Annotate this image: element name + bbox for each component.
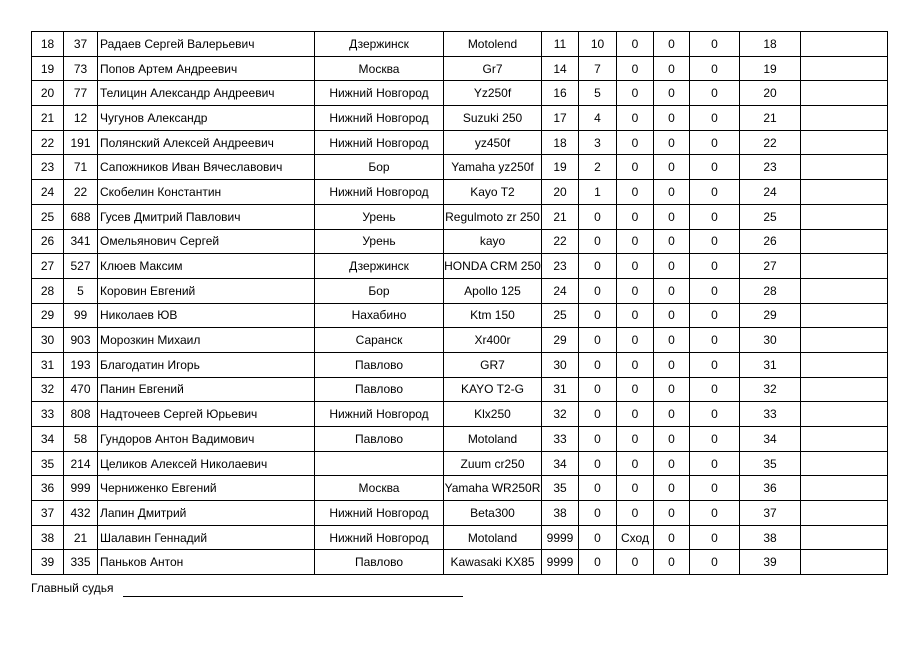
- notes-cell: [801, 56, 888, 81]
- penalty-cell: 0: [654, 377, 690, 402]
- points-cell: 29: [542, 328, 579, 353]
- extra-cell: 0: [690, 427, 740, 452]
- number-cell: 527: [64, 254, 98, 279]
- points-cell: 33: [542, 427, 579, 452]
- laps-cell: 0: [579, 377, 617, 402]
- notes-cell: [801, 303, 888, 328]
- final-place-cell: 22: [740, 130, 801, 155]
- extra-cell: 0: [690, 130, 740, 155]
- number-cell: 335: [64, 550, 98, 575]
- table-row: [32, 377, 888, 402]
- extra-cell: 0: [690, 377, 740, 402]
- motorcycle-cell: Yz250f: [444, 81, 542, 106]
- motorcycle-cell: Kawasaki KX85: [444, 550, 542, 575]
- points-cell: 24: [542, 278, 579, 303]
- laps-cell: 0: [579, 476, 617, 501]
- number-cell: 37: [64, 32, 98, 57]
- city-cell: Урень: [315, 204, 444, 229]
- table-row: [32, 550, 888, 575]
- number-cell: 71: [64, 155, 98, 180]
- laps-cell: 0: [579, 352, 617, 377]
- motorcycle-cell: Zuum cr250: [444, 451, 542, 476]
- notes-cell: [801, 254, 888, 279]
- motorcycle-cell: Yamaha WR250R: [444, 476, 542, 501]
- status-cell: 0: [617, 106, 654, 131]
- notes-cell: [801, 81, 888, 106]
- city-cell: Нахабино: [315, 303, 444, 328]
- place-cell: 19: [32, 56, 64, 81]
- city-cell: Нижний Новгород: [315, 130, 444, 155]
- points-cell: 9999: [542, 550, 579, 575]
- number-cell: 341: [64, 229, 98, 254]
- points-cell: 14: [542, 56, 579, 81]
- laps-cell: 5: [579, 81, 617, 106]
- status-cell: 0: [617, 328, 654, 353]
- final-place-cell: 27: [740, 254, 801, 279]
- status-cell: 0: [617, 155, 654, 180]
- rider-name-cell: Телицин Александр Андреевич: [98, 81, 315, 106]
- laps-cell: 0: [579, 303, 617, 328]
- motorcycle-cell: kayo: [444, 229, 542, 254]
- final-place-cell: 34: [740, 427, 801, 452]
- place-cell: 38: [32, 525, 64, 550]
- motorcycle-cell: Regulmoto zr 250: [444, 204, 542, 229]
- city-cell: Бор: [315, 278, 444, 303]
- final-place-cell: 35: [740, 451, 801, 476]
- penalty-cell: 0: [654, 56, 690, 81]
- status-cell: 0: [617, 229, 654, 254]
- motorcycle-cell: yz450f: [444, 130, 542, 155]
- notes-cell: [801, 550, 888, 575]
- extra-cell: 0: [690, 328, 740, 353]
- final-place-cell: 30: [740, 328, 801, 353]
- final-place-cell: 26: [740, 229, 801, 254]
- penalty-cell: 0: [654, 451, 690, 476]
- status-cell: Сход: [617, 525, 654, 550]
- points-cell: 17: [542, 106, 579, 131]
- table-row: [32, 501, 888, 526]
- place-cell: 35: [32, 451, 64, 476]
- table-row: [32, 130, 888, 155]
- penalty-cell: 0: [654, 32, 690, 57]
- place-cell: 37: [32, 501, 64, 526]
- motorcycle-cell: Xr400r: [444, 328, 542, 353]
- final-place-cell: 31: [740, 352, 801, 377]
- status-cell: 0: [617, 451, 654, 476]
- extra-cell: 0: [690, 550, 740, 575]
- laps-cell: 0: [579, 501, 617, 526]
- table-row: [32, 328, 888, 353]
- rider-name-cell: Омельянович Сергей: [98, 229, 315, 254]
- city-cell: Дзержинск: [315, 32, 444, 57]
- motorcycle-cell: Ktm 150: [444, 303, 542, 328]
- extra-cell: 0: [690, 229, 740, 254]
- final-place-cell: 23: [740, 155, 801, 180]
- final-place-cell: 20: [740, 81, 801, 106]
- extra-cell: 0: [690, 278, 740, 303]
- city-cell: Москва: [315, 476, 444, 501]
- place-cell: 28: [32, 278, 64, 303]
- final-place-cell: 33: [740, 402, 801, 427]
- points-cell: 9999: [542, 525, 579, 550]
- penalty-cell: 0: [654, 180, 690, 205]
- place-cell: 27: [32, 254, 64, 279]
- place-cell: 30: [32, 328, 64, 353]
- laps-cell: 0: [579, 427, 617, 452]
- place-cell: 26: [32, 229, 64, 254]
- final-place-cell: 21: [740, 106, 801, 131]
- notes-cell: [801, 476, 888, 501]
- final-place-cell: 36: [740, 476, 801, 501]
- extra-cell: 0: [690, 32, 740, 57]
- city-cell: Павлово: [315, 550, 444, 575]
- number-cell: 214: [64, 451, 98, 476]
- place-cell: 21: [32, 106, 64, 131]
- points-cell: 20: [542, 180, 579, 205]
- extra-cell: 0: [690, 451, 740, 476]
- results-table: [31, 31, 888, 575]
- city-cell: Нижний Новгород: [315, 525, 444, 550]
- table-row: [32, 81, 888, 106]
- number-cell: 21: [64, 525, 98, 550]
- penalty-cell: 0: [654, 501, 690, 526]
- place-cell: 33: [32, 402, 64, 427]
- laps-cell: 3: [579, 130, 617, 155]
- number-cell: 5: [64, 278, 98, 303]
- notes-cell: [801, 204, 888, 229]
- status-cell: 0: [617, 427, 654, 452]
- extra-cell: 0: [690, 106, 740, 131]
- motorcycle-cell: Yamaha yz250f: [444, 155, 542, 180]
- table-row: [32, 180, 888, 205]
- penalty-cell: 0: [654, 204, 690, 229]
- laps-cell: 0: [579, 204, 617, 229]
- number-cell: 903: [64, 328, 98, 353]
- motorcycle-cell: Motolend: [444, 32, 542, 57]
- final-place-cell: 28: [740, 278, 801, 303]
- city-cell: Павлово: [315, 352, 444, 377]
- place-cell: 24: [32, 180, 64, 205]
- status-cell: 0: [617, 501, 654, 526]
- penalty-cell: 0: [654, 303, 690, 328]
- notes-cell: [801, 377, 888, 402]
- points-cell: 16: [542, 81, 579, 106]
- place-cell: 18: [32, 32, 64, 57]
- penalty-cell: 0: [654, 278, 690, 303]
- rider-name-cell: Морозкин Михаил: [98, 328, 315, 353]
- penalty-cell: 0: [654, 427, 690, 452]
- table-row: [32, 451, 888, 476]
- motorcycle-cell: Suzuki 250: [444, 106, 542, 131]
- status-cell: 0: [617, 32, 654, 57]
- notes-cell: [801, 278, 888, 303]
- points-cell: 30: [542, 352, 579, 377]
- notes-cell: [801, 106, 888, 131]
- rider-name-cell: Клюев Максим: [98, 254, 315, 279]
- number-cell: 12: [64, 106, 98, 131]
- motorcycle-cell: KAYO T2-G: [444, 377, 542, 402]
- rider-name-cell: Радаев Сергей Валерьевич: [98, 32, 315, 57]
- laps-cell: 0: [579, 278, 617, 303]
- status-cell: 0: [617, 377, 654, 402]
- penalty-cell: 0: [654, 550, 690, 575]
- status-cell: 0: [617, 254, 654, 279]
- rider-name-cell: Гусев Дмитрий Павлович: [98, 204, 315, 229]
- number-cell: 999: [64, 476, 98, 501]
- place-cell: 20: [32, 81, 64, 106]
- final-place-cell: 25: [740, 204, 801, 229]
- motorcycle-cell: Gr7: [444, 56, 542, 81]
- points-cell: 31: [542, 377, 579, 402]
- table-row: [32, 402, 888, 427]
- city-cell: Бор: [315, 155, 444, 180]
- table-row: [32, 32, 888, 57]
- rider-name-cell: Гундоров Антон Вадимович: [98, 427, 315, 452]
- table-row: [32, 106, 888, 131]
- status-cell: 0: [617, 476, 654, 501]
- city-cell: Урень: [315, 229, 444, 254]
- place-cell: 23: [32, 155, 64, 180]
- notes-cell: [801, 451, 888, 476]
- table-row: [32, 427, 888, 452]
- notes-cell: [801, 130, 888, 155]
- extra-cell: 0: [690, 476, 740, 501]
- notes-cell: [801, 427, 888, 452]
- place-cell: 36: [32, 476, 64, 501]
- notes-cell: [801, 32, 888, 57]
- final-place-cell: 37: [740, 501, 801, 526]
- table-row: [32, 303, 888, 328]
- number-cell: 73: [64, 56, 98, 81]
- points-cell: 23: [542, 254, 579, 279]
- penalty-cell: 0: [654, 130, 690, 155]
- notes-cell: [801, 402, 888, 427]
- rider-name-cell: Благодатин Игорь: [98, 352, 315, 377]
- motorcycle-cell: Motoland: [444, 427, 542, 452]
- place-cell: 32: [32, 377, 64, 402]
- final-place-cell: 19: [740, 56, 801, 81]
- points-cell: 22: [542, 229, 579, 254]
- points-cell: 38: [542, 501, 579, 526]
- points-cell: 32: [542, 402, 579, 427]
- rider-name-cell: Лапин Дмитрий: [98, 501, 315, 526]
- number-cell: 191: [64, 130, 98, 155]
- place-cell: 34: [32, 427, 64, 452]
- rider-name-cell: Коровин Евгений: [98, 278, 315, 303]
- motorcycle-cell: Kayo T2: [444, 180, 542, 205]
- extra-cell: 0: [690, 352, 740, 377]
- extra-cell: 0: [690, 155, 740, 180]
- table-row: [32, 254, 888, 279]
- motorcycle-cell: HONDA CRM 250: [444, 254, 542, 279]
- penalty-cell: 0: [654, 525, 690, 550]
- status-cell: 0: [617, 180, 654, 205]
- extra-cell: 0: [690, 254, 740, 279]
- place-cell: 25: [32, 204, 64, 229]
- rider-name-cell: Шалавин Геннадий: [98, 525, 315, 550]
- motorcycle-cell: Apollo 125: [444, 278, 542, 303]
- extra-cell: 0: [690, 81, 740, 106]
- city-cell: Павлово: [315, 377, 444, 402]
- laps-cell: 4: [579, 106, 617, 131]
- table-row: [32, 229, 888, 254]
- laps-cell: 10: [579, 32, 617, 57]
- city-cell: [315, 451, 444, 476]
- number-cell: 99: [64, 303, 98, 328]
- laps-cell: 1: [579, 180, 617, 205]
- motorcycle-cell: Motoland: [444, 525, 542, 550]
- penalty-cell: 0: [654, 106, 690, 131]
- table-row: [32, 352, 888, 377]
- points-cell: 34: [542, 451, 579, 476]
- number-cell: 58: [64, 427, 98, 452]
- laps-cell: 0: [579, 550, 617, 575]
- rider-name-cell: Полянский Алексей Андреевич: [98, 130, 315, 155]
- extra-cell: 0: [690, 402, 740, 427]
- status-cell: 0: [617, 303, 654, 328]
- status-cell: 0: [617, 550, 654, 575]
- penalty-cell: 0: [654, 81, 690, 106]
- rider-name-cell: Николаев ЮВ: [98, 303, 315, 328]
- number-cell: 470: [64, 377, 98, 402]
- city-cell: Москва: [315, 56, 444, 81]
- penalty-cell: 0: [654, 155, 690, 180]
- points-cell: 11: [542, 32, 579, 57]
- table-row: [32, 204, 888, 229]
- penalty-cell: 0: [654, 476, 690, 501]
- place-cell: 39: [32, 550, 64, 575]
- number-cell: 688: [64, 204, 98, 229]
- notes-cell: [801, 155, 888, 180]
- rider-name-cell: Чугунов Александр: [98, 106, 315, 131]
- city-cell: Нижний Новгород: [315, 402, 444, 427]
- extra-cell: 0: [690, 180, 740, 205]
- laps-cell: 0: [579, 328, 617, 353]
- points-cell: 18: [542, 130, 579, 155]
- points-cell: 35: [542, 476, 579, 501]
- penalty-cell: 0: [654, 254, 690, 279]
- rider-name-cell: Паньков Антон: [98, 550, 315, 575]
- notes-cell: [801, 328, 888, 353]
- chief-judge-label: Главный судья: [31, 581, 114, 595]
- points-cell: 19: [542, 155, 579, 180]
- number-cell: 77: [64, 81, 98, 106]
- place-cell: 31: [32, 352, 64, 377]
- rider-name-cell: Сапожников Иван Вячеславович: [98, 155, 315, 180]
- status-cell: 0: [617, 130, 654, 155]
- motorcycle-cell: Beta300: [444, 501, 542, 526]
- number-cell: 193: [64, 352, 98, 377]
- points-cell: 25: [542, 303, 579, 328]
- results-body: [32, 32, 888, 575]
- extra-cell: 0: [690, 525, 740, 550]
- place-cell: 29: [32, 303, 64, 328]
- final-place-cell: 29: [740, 303, 801, 328]
- final-place-cell: 38: [740, 525, 801, 550]
- notes-cell: [801, 180, 888, 205]
- final-place-cell: 24: [740, 180, 801, 205]
- city-cell: Нижний Новгород: [315, 501, 444, 526]
- city-cell: Павлово: [315, 427, 444, 452]
- number-cell: 432: [64, 501, 98, 526]
- table-row: [32, 155, 888, 180]
- rider-name-cell: Попов Артем Андреевич: [98, 56, 315, 81]
- extra-cell: 0: [690, 501, 740, 526]
- city-cell: Нижний Новгород: [315, 180, 444, 205]
- status-cell: 0: [617, 278, 654, 303]
- rider-name-cell: Скобелин Константин: [98, 180, 315, 205]
- final-place-cell: 18: [740, 32, 801, 57]
- notes-cell: [801, 229, 888, 254]
- notes-cell: [801, 352, 888, 377]
- table-row: [32, 476, 888, 501]
- extra-cell: 0: [690, 204, 740, 229]
- penalty-cell: 0: [654, 229, 690, 254]
- status-cell: 0: [617, 56, 654, 81]
- number-cell: 22: [64, 180, 98, 205]
- city-cell: Нижний Новгород: [315, 106, 444, 131]
- extra-cell: 0: [690, 56, 740, 81]
- rider-name-cell: Надточеев Сергей Юрьевич: [98, 402, 315, 427]
- laps-cell: 0: [579, 254, 617, 279]
- rider-name-cell: Целиков Алексей Николаевич: [98, 451, 315, 476]
- status-cell: 0: [617, 204, 654, 229]
- laps-cell: 0: [579, 402, 617, 427]
- table-row: [32, 525, 888, 550]
- rider-name-cell: Панин Евгений: [98, 377, 315, 402]
- number-cell: 808: [64, 402, 98, 427]
- penalty-cell: 0: [654, 402, 690, 427]
- notes-cell: [801, 525, 888, 550]
- penalty-cell: 0: [654, 328, 690, 353]
- laps-cell: 0: [579, 525, 617, 550]
- penalty-cell: 0: [654, 352, 690, 377]
- laps-cell: 2: [579, 155, 617, 180]
- extra-cell: 0: [690, 303, 740, 328]
- final-place-cell: 32: [740, 377, 801, 402]
- notes-cell: [801, 501, 888, 526]
- rider-name-cell: Черниженко Евгений: [98, 476, 315, 501]
- table-row: [32, 56, 888, 81]
- place-cell: 22: [32, 130, 64, 155]
- table-row: [32, 278, 888, 303]
- status-cell: 0: [617, 352, 654, 377]
- motorcycle-cell: GR7: [444, 352, 542, 377]
- signature-line: [123, 596, 463, 597]
- city-cell: Дзержинск: [315, 254, 444, 279]
- points-cell: 21: [542, 204, 579, 229]
- laps-cell: 7: [579, 56, 617, 81]
- city-cell: Саранск: [315, 328, 444, 353]
- laps-cell: 0: [579, 451, 617, 476]
- final-place-cell: 39: [740, 550, 801, 575]
- status-cell: 0: [617, 402, 654, 427]
- status-cell: 0: [617, 81, 654, 106]
- laps-cell: 0: [579, 229, 617, 254]
- city-cell: Нижний Новгород: [315, 81, 444, 106]
- motorcycle-cell: Klx250: [444, 402, 542, 427]
